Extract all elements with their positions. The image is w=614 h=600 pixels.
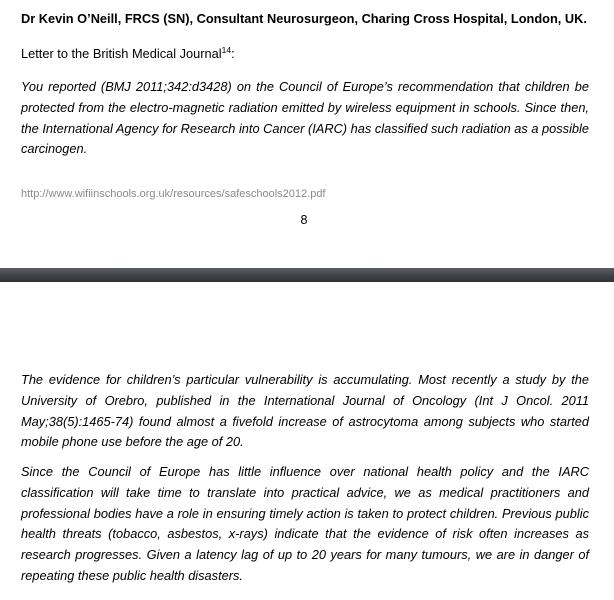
page-number [0,213,614,227]
letter-intro-line [21,44,589,65]
document-page-bottom [0,282,614,600]
author-heading: Dr Kevin O’Neill, FRCS (SN), Consultant Neurosurgeon, Charing Cross Hospital, London, UK. [21,11,587,26]
quoted-letter-paragraph: You reported (BMJ 2011;342:d3428) on the Council of Europe’s recommendation that children be protected from the electro-magnetic radiation emitted by wireless equipment in schools. Since then, the International Agency for Research into Cancer (IARC) has classified such radiation as a possible carcinogen. [21,79,589,157]
letter-intro-text: Letter to the British Medical Journal [21,46,222,61]
document-page-top [0,0,614,268]
policy-paragraph: Since the Council of Europe has little influence over national health policy and the IARC classification will take time to translate into practical advice, we as medical practitioners and professional bodies have a role in ensuring timely action is taken to protect children. Previous public health threats (tobacco, asbestos, x-rays) indicate that the evidence of risk often increases as research progresses. Given a latency lag of up to 20 years for many tumours, we are in danger of repeating these public health disasters. [21,464,589,583]
page-number-text: 8 [300,213,308,227]
footnote-reference[interactable]: 14 [221,45,232,55]
letter-intro-colon: : [231,46,235,61]
page-separator [0,268,614,282]
evidence-paragraph: The evidence for children’s particular vulnerability is accumulating. Most recently a study by the University of Orebro, published in the International Journal of Oncology (Int J Oncol. 2011 May;38(5):1465-74) found almost a fivefold increase of astrocytoma among subjects who started mobile phone use before the age of 20. [21,372,589,450]
source-url-link[interactable]: http://www.wifiinschools.org.uk/resources/safeschools2012.pdf [21,188,326,200]
